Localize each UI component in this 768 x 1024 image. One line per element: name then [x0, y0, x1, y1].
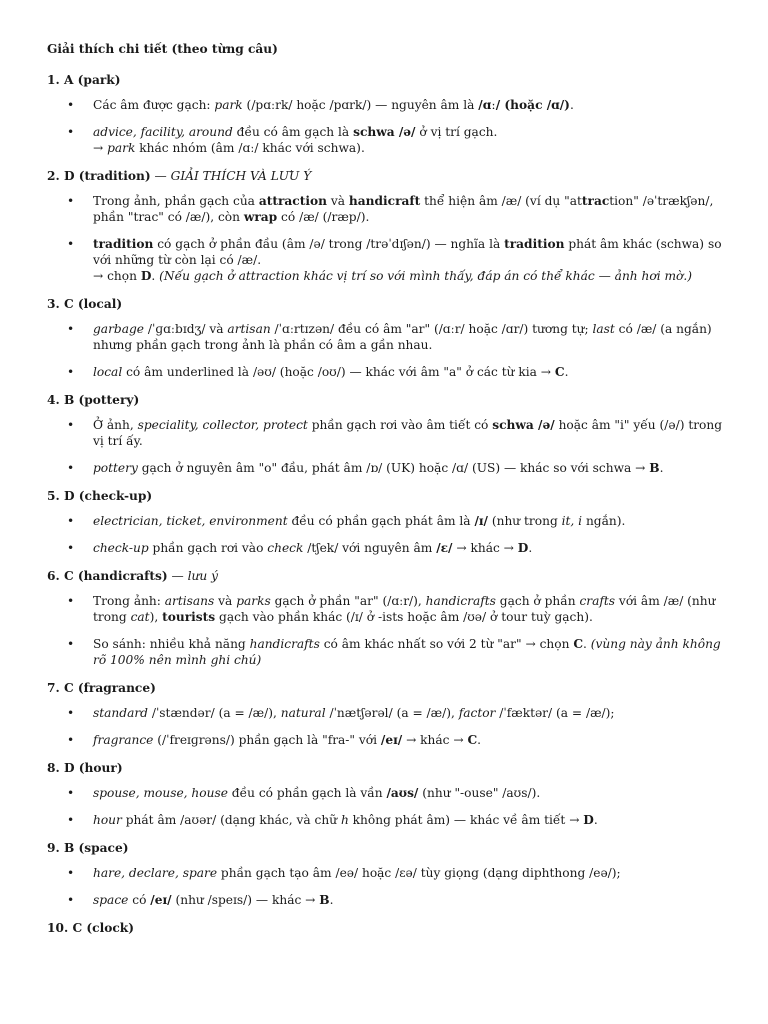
explanation-item — [47, 865, 728, 881]
text-run: (như /speɪs/) — khác → — [171, 893, 320, 907]
text-run: ở vị trí gạch. — [415, 125, 498, 139]
bold-text: B — [319, 893, 330, 907]
explanation-list — [47, 865, 728, 908]
italic-text: electrician, ticket, environment — [93, 514, 288, 528]
text-run: → — [93, 141, 108, 155]
text-run: đều có âm gạch là — [232, 125, 354, 139]
explanation-list — [47, 417, 728, 476]
text-run: gạch ở phần — [495, 594, 580, 608]
text-run: ngắn). — [582, 514, 626, 528]
text-run: có âm underlined là /əʊ/ (hoặc /oʊ/) — khác với âm "a" ở các từ kia → — [122, 365, 555, 379]
italic-text: spouse, mouse, house — [93, 786, 228, 800]
text-run: → chọn — [93, 269, 141, 283]
text-run: phần gạch rơi vào âm tiết có — [307, 418, 493, 432]
text-run: /ˈɑːrtɪzən/ đều có âm "ar" (/ɑːr/ hoặc /ɑr/) tương tự; — [270, 322, 593, 336]
italic-text: standard — [93, 706, 148, 720]
italic-text: parks — [236, 594, 271, 608]
text-run: không phát âm) — khác về âm tiết → — [348, 813, 584, 827]
bold-text: /aʊs/ — [386, 786, 419, 800]
text-run: . — [329, 893, 334, 907]
explanation-item — [47, 593, 728, 625]
italic-text: h — [340, 813, 349, 827]
section-heading — [47, 296, 728, 312]
explanation-item — [47, 892, 728, 908]
text-run: . — [569, 98, 574, 112]
bold-text: attraction — [258, 194, 327, 208]
section-heading-text: 6. C (handicrafts) — [47, 569, 168, 583]
section-heading-text: 8. D (hour) — [47, 761, 123, 775]
text-run: Trong ảnh: — [93, 594, 165, 608]
bold-text: tradition — [504, 237, 565, 251]
italic-text: speciality, collector, protect — [137, 418, 308, 432]
italic-text: natural — [280, 706, 326, 720]
bold-text: D — [140, 269, 152, 283]
text-run: . — [564, 365, 569, 379]
italic-text: park — [214, 98, 243, 112]
section-heading-text: 7. C (fragrance) — [47, 681, 156, 695]
explanation-list — [47, 593, 728, 668]
bold-text: wrap — [243, 210, 278, 224]
text-run: (như trong — [487, 514, 562, 528]
text-run: phát âm /aʊər/ (dạng khác, và chữ — [121, 813, 341, 827]
text-run: /ˈfæktər/ (a = /æ/); — [495, 706, 615, 720]
italic-text: artisans — [164, 594, 215, 608]
text-run: . — [593, 813, 598, 827]
section-heading — [47, 680, 728, 696]
explanation-list — [47, 97, 728, 156]
text-run: So sánh: nhiều khả năng — [93, 637, 250, 651]
text-run: đều có phần gạch là vần — [227, 786, 387, 800]
explanation-list — [47, 705, 728, 748]
bold-text: C — [467, 733, 478, 747]
bold-text: C — [554, 365, 565, 379]
italic-text: it, i — [561, 514, 583, 528]
text-run: đều có phần gạch phát âm là — [287, 514, 475, 528]
section-heading — [47, 760, 728, 776]
italic-text: park — [107, 141, 136, 155]
text-run: ), — [149, 610, 163, 624]
bold-text: tourists — [162, 610, 216, 624]
section-heading-text: 9. B (space) — [47, 841, 129, 855]
italic-text: factor — [458, 706, 496, 720]
text-run: gạch ở phần "ar" (/ɑːr/), — [270, 594, 426, 608]
bold-text: trac — [581, 194, 610, 208]
document-title: Giải thích chi tiết (theo từng câu) — [47, 42, 278, 56]
section-heading — [47, 840, 728, 856]
text-run: có — [128, 893, 151, 907]
section-heading-text: 2. D (tradition) — [47, 169, 151, 183]
bold-text: schwa /ə/ — [492, 418, 555, 432]
bold-text: /ɑː/ (hoặc /ɑ/) — [478, 98, 570, 112]
text-run: /tʃek/ với nguyên âm — [303, 541, 437, 555]
bold-text: B — [649, 461, 660, 475]
section-heading — [47, 392, 728, 408]
section-note: — GIẢI THÍCH VÀ LƯU Ý — [150, 169, 312, 183]
italic-text: check — [267, 541, 304, 555]
explanation-item — [47, 236, 728, 284]
section-heading — [47, 168, 728, 184]
italic-text: cat — [130, 610, 150, 624]
text-run: Ở ảnh, — [93, 418, 138, 432]
text-run: phần gạch tạo âm /eə/ hoặc /ɛə/ tùy giọng (dạng diphthong /eə/); — [217, 866, 621, 880]
italic-text: artisan — [227, 322, 271, 336]
bold-text: C — [573, 637, 584, 651]
text-run: . — [477, 733, 482, 747]
text-run: (/pɑːrk/ hoặc /pɑrk/) — nguyên âm là — [242, 98, 479, 112]
italic-text: fragrance — [93, 733, 154, 747]
explanation-item — [47, 364, 728, 380]
section-heading-text: 4. B (pottery) — [47, 393, 140, 407]
explanation-list — [47, 321, 728, 380]
text-run: /ˈstændər/ (a = /æ/), — [147, 706, 281, 720]
text-run: . — [151, 269, 160, 283]
text-run: /ˈnætʃərəl/ (a = /æ/), — [325, 706, 459, 720]
text-run: và — [326, 194, 349, 208]
text-run: có gạch ở phần đầu (âm /ə/ trong /trəˈdɪʃən/) — nghĩa là — [153, 237, 505, 251]
text-run: có âm khác nhất so với 2 từ "ar" → chọn — [319, 637, 574, 651]
text-run: và — [214, 594, 237, 608]
italic-text: handicrafts — [425, 594, 496, 608]
explanation-item — [47, 732, 728, 748]
italic-text: check-up — [93, 541, 149, 555]
text-run: . — [583, 637, 591, 651]
text-run: Các âm được gạch: — [93, 98, 215, 112]
section-heading — [47, 72, 728, 88]
text-run: với âm /æ/ (như trong — [93, 594, 716, 624]
text-run: có /æ/ (a ngắn) nhưng phần gạch trong ảnh là phần có âm a gần nhau. — [93, 322, 712, 352]
bold-text: handicraft — [348, 194, 421, 208]
text-run: khác nhóm (âm /ɑː/ khác với schwa). — [135, 141, 365, 155]
section-heading-text: 3. C (local) — [47, 297, 123, 311]
text-run: tion" /əˈtrækʃən/, phần "trac" có /æ/), còn — [93, 194, 714, 224]
explanation-item — [47, 705, 728, 721]
text-run: Trong ảnh, phần gạch của — [93, 194, 259, 208]
explanation-item — [47, 417, 728, 449]
text-run: /ˈɡɑːbɪdʒ/ và — [143, 322, 228, 336]
explanation-item — [47, 460, 728, 476]
bold-text: /eɪ/ — [380, 733, 403, 747]
section-heading — [47, 568, 728, 584]
italic-text: hour — [93, 813, 122, 827]
section-heading-text: 10. C (clock) — [47, 921, 134, 935]
italic-text: local — [93, 365, 123, 379]
explanation-list — [47, 193, 728, 284]
text-run: → khác → — [452, 541, 518, 555]
explanation-list — [47, 513, 728, 556]
text-run: gạch ở nguyên âm "o" đầu, phát âm /ɒ/ (UK) hoặc /ɑ/ (US) — khác so với schwa → — [137, 461, 650, 475]
italic-text: crafts — [579, 594, 616, 608]
explanation-item — [47, 124, 728, 156]
text-run: (/ˈfreɪɡrəns/) phần gạch là "fra-" với — [153, 733, 381, 747]
explanation-item — [47, 812, 728, 828]
text-run: . — [659, 461, 664, 475]
explanation-item — [47, 321, 728, 353]
section-heading-text: 5. D (check-up) — [47, 489, 153, 503]
sections-container — [47, 72, 728, 936]
text-run: thể hiện âm /æ/ (ví dụ "at — [420, 194, 582, 208]
italic-text: (vùng này ảnh không rõ 100% nên mình ghi chú) — [93, 637, 721, 667]
explanation-item — [47, 513, 728, 529]
text-run: phát âm khác (schwa) so với những từ còn lại có /æ/. — [93, 237, 722, 267]
text-run: . — [528, 541, 533, 555]
italic-text: garbage — [93, 322, 144, 336]
italic-text: handicrafts — [249, 637, 320, 651]
italic-text: last — [592, 322, 615, 336]
text-run: hoặc âm "i" yếu (/ə/) trong vị trí ấy. — [93, 418, 723, 448]
text-run: gạch vào phần khác (/ɪ/ ở -ists hoặc âm /ʊə/ ở tour tuỳ gạch). — [215, 610, 593, 624]
italic-text: (Nếu gạch ở attraction khác vị trí so với mình thấy, đáp án có thể khác — ảnh hơi mờ.) — [159, 269, 693, 283]
italic-text: hare, declare, spare — [93, 866, 218, 880]
explanation-item — [47, 193, 728, 225]
explanation-item — [47, 540, 728, 556]
explanation-item — [47, 636, 728, 668]
section-heading — [47, 488, 728, 504]
bold-text: /ɛ/ — [436, 541, 453, 555]
explanation-item — [47, 97, 728, 113]
italic-text: advice, facility, around — [93, 125, 233, 139]
bold-text: tradition — [93, 237, 154, 251]
section-note: — lưu ý — [167, 569, 218, 583]
section-heading-text: 1. A (park) — [47, 73, 121, 87]
bold-text: /eɪ/ — [150, 893, 172, 907]
text-run: (như "-ouse" /aʊs/). — [418, 786, 541, 800]
bold-text: D — [583, 813, 594, 827]
text-run: có /æ/ (/ræp/). — [277, 210, 370, 224]
italic-text: space — [93, 893, 129, 907]
explanation-list — [47, 785, 728, 828]
text-run: → khác → — [402, 733, 468, 747]
section-heading — [47, 920, 728, 936]
bold-text: schwa /ə/ — [353, 125, 416, 139]
italic-text: pottery — [93, 461, 138, 475]
bold-text: /ɪ/ — [474, 514, 488, 528]
explanation-item — [47, 785, 728, 801]
bold-text: D — [517, 541, 529, 555]
text-run: phần gạch rơi vào — [148, 541, 268, 555]
